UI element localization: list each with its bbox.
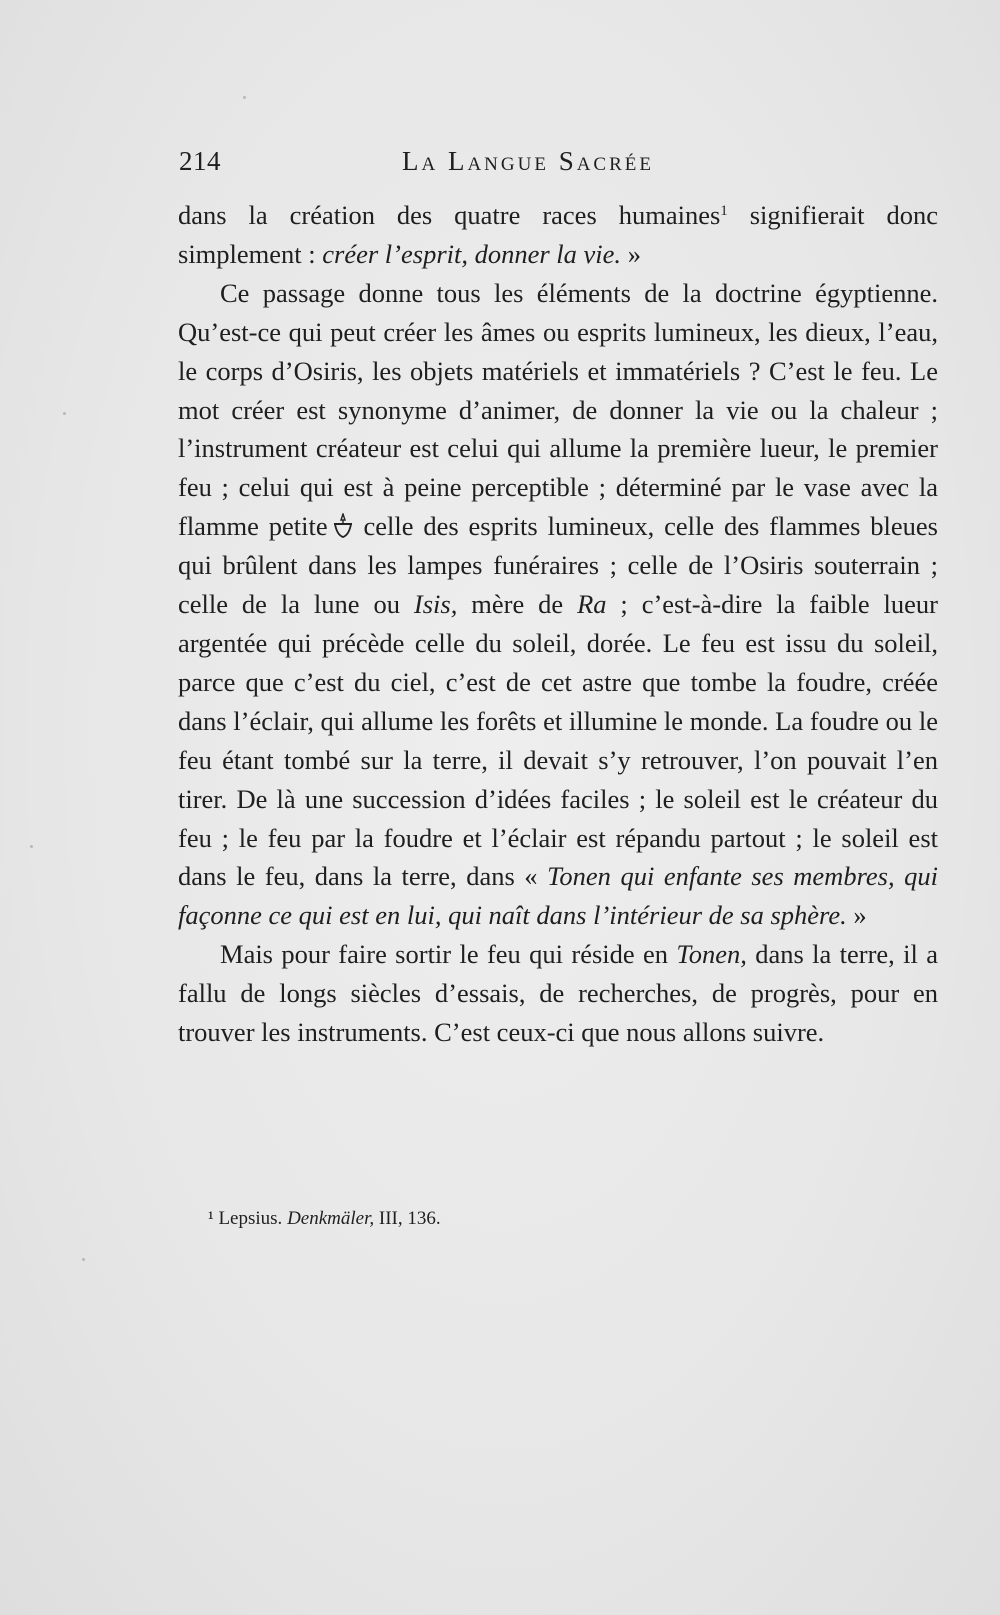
vase-with-flame-hieroglyph-icon [332,513,354,539]
paragraph-2 [178,274,938,935]
paragraph-1 [178,196,938,274]
text-segment: dans la terre, il a fallu de longs siècles d’essais, de recherches, de progrès, pour en trouver les instruments. C’est ceux-ci que nous allons suivre. [178,939,938,1048]
text-segment: dans la création des quatre races humaines [178,200,721,230]
paper-speck [63,412,66,415]
text-segment: Mais pour faire sortir le feu qui réside en [220,939,677,970]
page-header [179,146,937,186]
running-title: La Langue Sacrée [402,146,654,176]
paper-speck [30,845,33,848]
italic-quotation: Tonen qui enfante ses membres, qui façonne ce qui est en lui, qui naît dans l’intérieur de sa sphère. [178,861,938,931]
footnote-text: III, 136. [374,1208,441,1229]
footnote-title: Denkmäler, [287,1208,375,1229]
text-segment: Ce passage donne tous les éléments de la doctrine égyptienne. Qu’est-ce qui peut créer les âmes ou esprits lumineux, les dieux, l’eau, le corps d’Osiris, les objets matériels et immatériels ? C’est le feu. Le mot créer est synonyme d’animer, de donner la vie ou la chaleur ; l’instrument créateur est celui qui allume la première lueur, le premier feu ; celui qui est à peine perceptible ; déterminé par le vase avec la flamme petite [178,277,938,542]
italic-name: Isis, [413,589,458,620]
main-text [178,196,938,1052]
footnote-reference[interactable]: 1 [720,203,728,219]
text-segment: ; c’est-à-dire la faible lueur argentée qui précède celle du soleil, dorée. Le feu est issu du soleil, parce que c’est du ciel, c’est de cet astre que tombe la foudre, créée dans l’éclair, qui allume les forêts et illumine le monde. La foudre ou le feu étant tombé sur la terre, il devait s’y retrouver, l’on pouvait l’en tirer. De là une succession d’idées faciles ; le soleil est le créateur du feu ; le feu par la foudre et l’éclair est répandu partout ; le soleil est dans le feu, dans la terre, dans « [178,589,938,892]
page-number: 214 [179,146,221,176]
footnote-text: Lepsius. [213,1208,288,1229]
text-segment: mère de [457,589,578,620]
italic-name: Tonen, [676,939,747,970]
italic-name: Ra [577,589,607,620]
paper-speck [82,1258,85,1261]
footnote-number: ¹ [208,1208,214,1229]
footnote [208,1206,908,1232]
text-segment: » [846,900,867,931]
text-segment: signifierait donc simplement : [178,200,938,269]
text-segment: celle des esprits lumineux, celle des flammes bleues qui brûlent dans les lampes funéraires ; celle de l’Osiris souterrain ; celle de la lune ou [178,511,938,620]
italic-phrase: créer l’esprit, donner la vie. [322,238,622,269]
paper-speck [243,96,246,99]
paragraph-3 [178,935,938,1052]
text-segment: » [621,238,641,269]
